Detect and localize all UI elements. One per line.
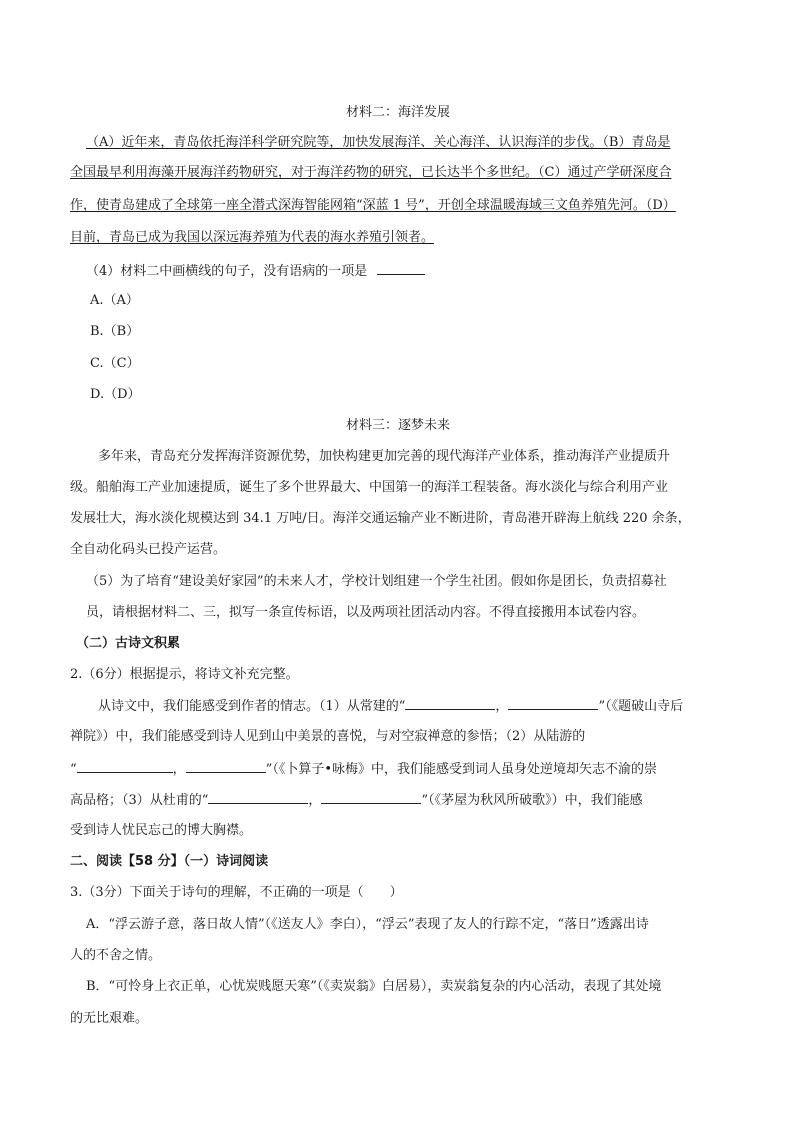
fill-blank-2b[interactable] bbox=[186, 760, 266, 773]
option-c[interactable]: C.（C） bbox=[90, 356, 140, 371]
answer-blank[interactable] bbox=[377, 262, 425, 275]
comma: ， bbox=[172, 762, 186, 777]
material-two-line-2: 全国最早利用海藻开展海洋药物研究，对于海洋药物的研究，已长达半个多世纪。（C）通过产学研深度合 bbox=[70, 165, 672, 180]
question-2-line-2: 禅院》）中，我们能感受到诗人见到山中美景的喜悦，与对空寂禅意的参悟；（2）从陆游的 bbox=[70, 729, 586, 744]
material-three-line-4: 全自动化码头已投产运营。 bbox=[70, 542, 227, 557]
fill-blank-1b[interactable] bbox=[508, 697, 598, 710]
question-2-line-4 bbox=[70, 791, 726, 810]
question-2-text: ”（《茅屋为秋风所破歌》）中，我们能感 bbox=[421, 793, 643, 808]
material-three-line-3: 发展壮大，海水淡化规模达到 34.1 万吨/日。海洋交通运输产业不断进阶，青岛港开辟海上航线 220 余条， bbox=[70, 511, 691, 526]
comma: ， bbox=[308, 793, 322, 808]
fill-blank-3b[interactable] bbox=[321, 791, 421, 804]
question-2-text: ”（《卜算子•咏梅》中，我们能感受到词人虽身处逆境却矢志不渝的崇 bbox=[265, 762, 657, 777]
question-3-option-b-line-1[interactable]: B．“可怜身上衣正单，心忧炭贱愿天寒”（《卖炭翁》白居易），卖炭翁复杂的内心活动，表现了其处境 bbox=[86, 979, 662, 994]
quote-open: “ bbox=[70, 762, 77, 777]
question-4-stem bbox=[86, 262, 742, 281]
part-two-heading: 二、阅读【58 分】（一）诗词阅读 bbox=[70, 854, 269, 869]
fill-blank-3a[interactable] bbox=[208, 791, 308, 804]
fill-blank-1a[interactable] bbox=[405, 697, 495, 710]
question-3-option-a-line-2: 人的不舍之情。 bbox=[70, 948, 162, 963]
question-4-text: （4）材料二中画横线的句子，没有语病的一项是 bbox=[86, 264, 368, 279]
question-2-text: ”（《题破山寺后 bbox=[598, 699, 684, 714]
material-two-line-3: 作，使青岛建成了全球第一座全潜式深海智能网箱“深蓝 1 号”，开创全球温暖海域三文鱼养殖先河。（D） bbox=[70, 198, 676, 213]
material-two-line-4: 目前，青岛已成为我国以深远海养殖为代表的海水养殖引领者。 bbox=[70, 230, 435, 245]
material-three-line-1: 多年来，青岛充分发挥海洋资源优势，加快构建更加完善的现代海洋产业体系，推动海洋产业提质升 bbox=[98, 449, 671, 464]
question-2-stem: 2.（6分）根据提示，将诗文补充完整。 bbox=[70, 667, 299, 682]
comma: ， bbox=[495, 699, 509, 714]
material-three-line-2: 级。船舶海工产业加速提质，诞生了多个世界最大、中国第一的海洋工程装备。海水淡化与综合利用产业 bbox=[70, 480, 669, 495]
question-5-line-2: 员，请根据材料二、三，拟写一条宣传标语，以及两项社团活动内容。不得直接搬用本试卷内容。 bbox=[86, 605, 646, 620]
question-5-line-1: （5）为了培育“建设美好家园”的未来人才，学校计划组建一个学生社团。假如你是团长，负责招募社 bbox=[86, 574, 667, 589]
question-2-line-1 bbox=[98, 697, 726, 716]
question-3-option-b-line-2: 的无比艰难。 bbox=[70, 1011, 149, 1026]
question-2-line-3 bbox=[70, 760, 726, 779]
material-three-title: 材料三：逐梦未来 bbox=[345, 418, 450, 433]
material-two-line-1: （A）近年来，青岛依托海洋科学研究院等，加快发展海洋、关心海洋、认识海洋的步伐。（B）青岛是 bbox=[86, 135, 671, 150]
question-2-text: 从诗文中，我们能感受到作者的情志。（1）从常建的“ bbox=[98, 699, 406, 714]
option-d[interactable]: D.（D） bbox=[90, 387, 141, 402]
question-3-stem: 3.（3分）下面关于诗句的理解，不正确的一项是（ ） bbox=[70, 885, 403, 900]
section-heading-poetry: （二）古诗文积累 bbox=[76, 636, 181, 651]
question-2-line-5: 受到诗人忧民忘己的博大胸襟。 bbox=[70, 823, 253, 838]
fill-blank-2a[interactable] bbox=[77, 760, 173, 773]
option-b[interactable]: B.（B） bbox=[90, 324, 140, 339]
question-3-option-a-line-1[interactable]: A．“浮云游子意，落日故人情”（《送友人》李白），“浮云”表现了友人的行踪不定，“落日”透露出诗 bbox=[86, 917, 649, 932]
material-two-title: 材料二：海洋发展 bbox=[345, 105, 450, 120]
option-a[interactable]: A.（A） bbox=[90, 293, 139, 308]
question-2-text: 高品格；（3）从杜甫的“ bbox=[70, 793, 209, 808]
